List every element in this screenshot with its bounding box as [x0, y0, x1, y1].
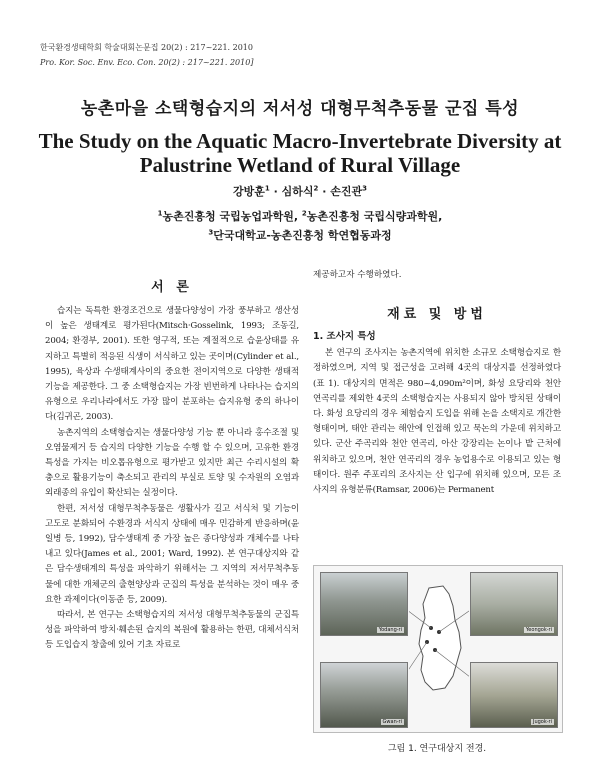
figure-caption: 그림 1. 연구대상지 전경.	[387, 744, 487, 754]
affiliation-1: 농촌진흥청 국립농업과학원,	[162, 210, 302, 223]
left-column	[45, 268, 299, 654]
site-photo-jugok	[470, 662, 558, 728]
intro-continuation: 제공하고자 수행하였다.	[313, 270, 402, 280]
affiliation-2: 농촌진흥청 국립식량과학원,	[306, 210, 443, 223]
section-heading-intro: 서 론	[151, 280, 193, 295]
journal-line-en: Pro. Kor. Soc. Env. Eco. Con. 20(2) : 217~221. 2010]	[40, 58, 254, 67]
journal-header	[40, 40, 560, 70]
figure-study-sites	[313, 565, 563, 733]
site-photo-yodang	[320, 572, 408, 636]
site-label-yodang: Yodang-ri	[378, 627, 402, 633]
subsection-heading-site: 1. 조사지 특성	[313, 331, 376, 343]
author-2: 심하식	[281, 185, 314, 198]
intro-paragraph-3: 한편, 저서성 대형무척추동물은 생활사가 길고 서식처 및 기능이 고도로 분화되어 수환경과 서식지 상태에 매우 민감하게 반응하며(윤일병 등, 1992), 담수생태계 중 가장 높은 종다양성과 개체수를 나타내고 있다(James et al., 2001; Ward, 1992). 본 연구대상지와 같은 담수생태계의 특성을 파악하기 위해서는 그 지역의 저서무척추동물에 대한 개체군의 출현양상과 군집의 특성을 분석하는 것이 매우 중요한 과제이다(이동준 등, 2009).	[45, 503, 299, 605]
site-label-yeongok: Yeongok-ri	[525, 627, 552, 633]
site-label-gwan: Gwan-ri	[382, 719, 402, 725]
site-label-jugok: Jugok-ri	[532, 719, 552, 725]
site-photo-yeongok	[470, 572, 558, 636]
site-photo-gwan	[320, 662, 408, 728]
paper-title-en: The Study on the Aquatic Macro-Invertebrate Diversity at Palustrine Wetland of Rural Village	[38, 129, 562, 177]
author-3: 손진관	[330, 185, 363, 198]
paper-title-kr: 농촌마을 소택형습지의 저서성 대형무척추동물 군집 특성	[80, 99, 520, 119]
korea-map-icon	[409, 584, 469, 694]
right-column	[313, 268, 561, 498]
journal-line-kr: 한국환경생태학회 학술대회논문집 20(2) : 217~221. 2010	[40, 43, 253, 52]
methods-paragraph-1: 본 연구의 조사지는 농촌지역에 위치한 소규모 소택형습지로 한정하였으며, 지역 및 접근성을 고려해 4곳의 대상지를 선정하였다(표 1). 대상지의 면적은 980~4,090m²이며, 화성 요당리와 천안 연곡리를 제외한 4곳의 소택형습지는 사용되지 않아 방치된 상태이다. 화성 요당리의 경우 체험습지 도입을 위해 논을 소택지로 개간한 형태이며, 태안 관리는 해안에 인접해 있고 묵논의 가운데 위치하고 있다. 군산 주곡리와 천안 연곡리, 아산 강장리는 논이나 밭 근처에 위치하고 있으며, 천안 연곡리의 경우 농업용수로 이용되고 있는 형태이다. 원주 주포리의 조사지는 산 입구에 위치해 있으며, 모든 조사지의 유형분류(Ramsar, 2006)는 Permanent	[313, 348, 561, 496]
affiliation-3: 단국대학교-농촌진흥청 학연협동과정	[213, 229, 392, 242]
author-1: 강방훈	[233, 185, 265, 198]
affiliations: $^1$농촌진흥청 국립농업과학원, $^2$농촌진흥청 국립식량과학원, $^3$단국대학교-농촌진흥청 학연협동과정	[157, 209, 443, 242]
intro-paragraph-4: 따라서, 본 연구는 소택형습지의 저서성 대형무척추동물의 군집특성을 파악하여 방치·훼손된 습지의 복원에 활용하는 한편, 대체서식처 등 도입습지 창출에 있어 기초 자료로	[45, 610, 299, 651]
author-list: 강방훈$^1$ · 심하식$^2$ · 손진관$^3$	[233, 184, 367, 198]
intro-paragraph-1: 습지는 독특한 환경조건으로 생물다양성이 가장 풍부하고 생산성이 높은 생태계로 평가된다(Mitsch·Gosselink, 1993; 조동길, 2004; 환경부, 2001). 또한 영구적, 또는 계절적으로 습윤상태를 유지하고 특별히 적응된 식생이 서식하고 있는 곳이며(Cylinder et al., 1995), 육상과 수생태계사이의 중요한 전이지역으로 다양한 생태적 기능을 제공한다. 그 중 소택형습지는 가장 빈번하게 나타나는 습지의 유형으로 우리나라에서도 가장 많이 분포하는 습지유형 중의 하나이다(김귀곤, 2003).	[45, 306, 299, 423]
section-heading-methods: 재료 및 방법	[387, 307, 487, 323]
intro-paragraph-2: 농촌지역의 소택형습지는 생물다양성 기능 뿐 아니라 홍수조절 및 오염물제거 등 습지의 다양한 기능을 수행 할 수 있으며, 고유한 환경특성을 가지는 비오톱유형으로 평가받고 있지만 최근 수리시설의 확충으로 활용기능이 축소되고 관리의 부실로 토양 및 수자원의 오염과 외래종의 유입이 확산되는 실정이다.	[45, 427, 299, 499]
